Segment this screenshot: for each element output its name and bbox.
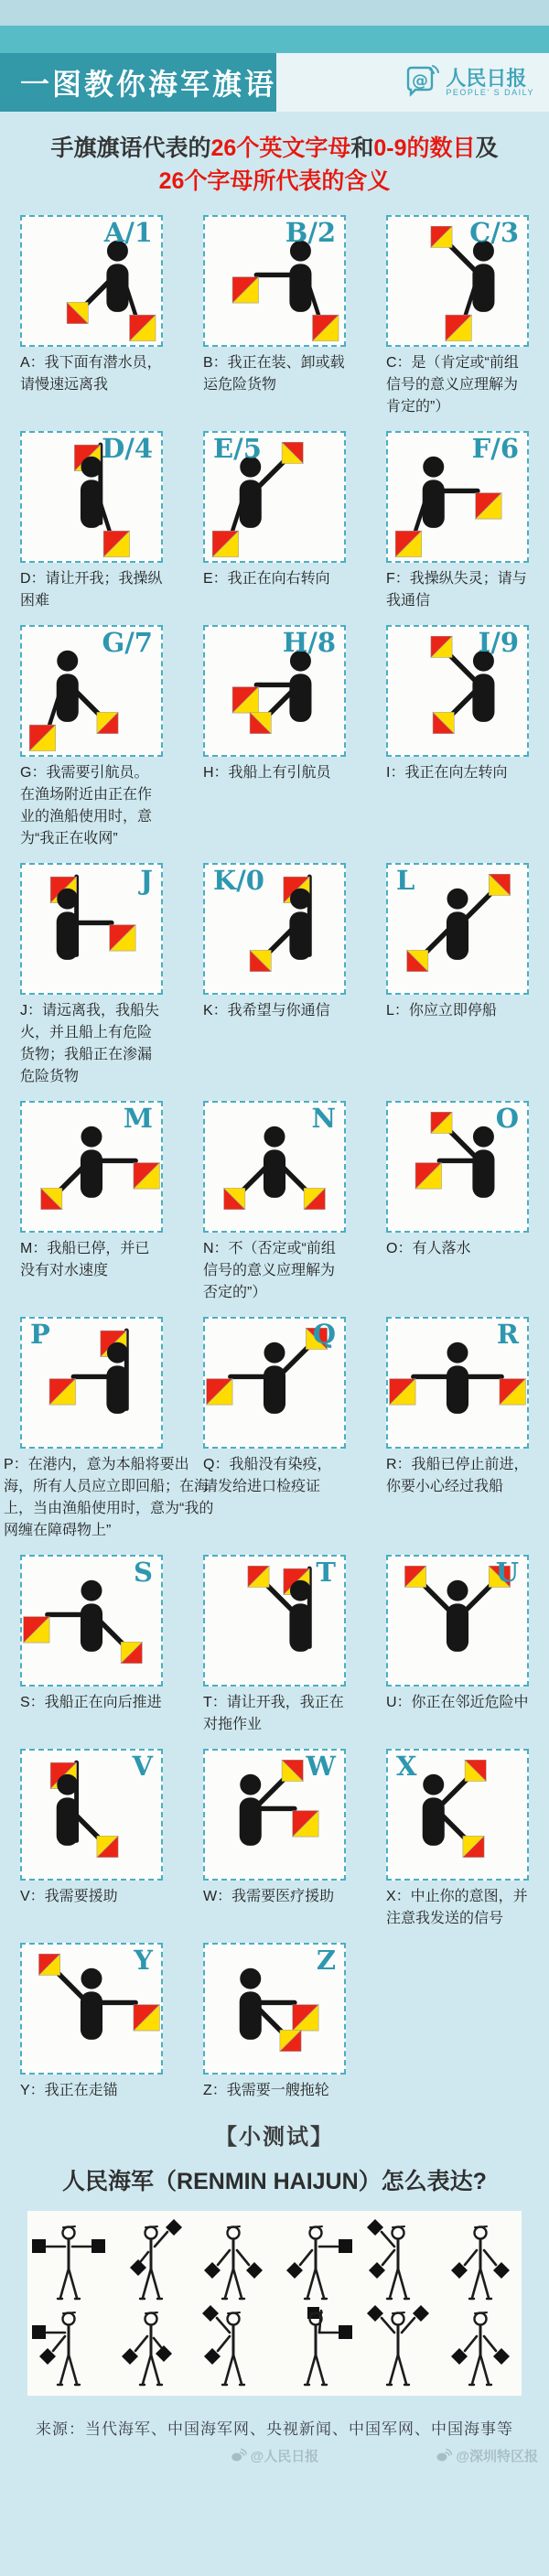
signal-card [20,625,163,850]
signal-card [20,1555,163,1736]
quiz-heading: 【小测试】 [215,2124,334,2150]
signal-card [386,215,529,418]
signal-code: C/3 [469,216,519,248]
signal-code: I/9 [478,626,519,658]
logo-sub-text: PEOPLE' S DAILY [446,87,534,97]
signal-description: K：我希望与你通信 [203,1002,330,1019]
signal-card [203,1101,346,1304]
signal-description: H：我船上有引航员 [203,764,331,781]
subtitle-segment: 26个字母所代表的含义 [158,168,391,195]
semaphore-figure-box [20,1101,163,1233]
subtitle-segment: 26个英文字母 [210,135,351,161]
signal-description: T：请让开我，我正在对拖作业 [203,1694,344,1732]
signal-card [203,1943,346,2102]
semaphore-figure-box [20,1317,163,1449]
signal-description: U：你正在邻近危险中 [386,1694,529,1710]
semaphore-figure-box [20,1749,163,1881]
signal-description: I：我正在向左转向 [386,764,508,781]
semaphore-figure-box [203,863,346,995]
sailor-semaphore-e [113,2218,189,2304]
source-credit: 来源：当代海军、中国海军网、央视新闻、中国军网、中国海事等 [36,2420,513,2439]
sailor-semaphore-r [30,2218,107,2304]
signal-card [20,1101,163,1304]
semaphore-figure-box [386,625,529,757]
signal-code: X [396,1750,417,1782]
semaphore-figure-box [386,431,529,563]
signal-code: Y [134,1944,153,1976]
signal-description: C：是（肯定或“前组信号的意义应理解为肯定的”） [386,354,519,415]
semaphore-figure-box [386,1555,529,1687]
signal-description: P：在港内，意为本船将要出海，所有人员应立即回船；在海上，当由渔船使用时，意为“我的网缠在障碍物上” [4,1456,214,1538]
subtitle-segment: 和 [350,135,374,161]
sailor-semaphore-n [442,2218,519,2304]
signal-description: D：请让开我；我操纵困难 [20,570,163,609]
signal-card [4,1317,214,1542]
semaphore-figure-box [203,1943,346,2075]
signal-code: R [496,1318,519,1350]
signal-card [203,431,346,612]
sailor-semaphore-i [195,2304,272,2390]
subtitle-segment: 0-9的数目 [373,135,476,161]
semaphore-figure-box [386,215,529,347]
semaphore-figure-box [20,863,163,995]
sailor-semaphore-m [277,2218,354,2304]
signal-card [20,1943,163,2102]
signal-code: S [134,1556,153,1588]
sailor-semaphore-j [277,2304,354,2390]
signal-card [20,431,163,612]
signal-code: G/7 [102,626,153,658]
signal-description: S：我船正在向后推进 [20,1694,162,1710]
signal-description: A：我下面有潜水员，请慢速远离我 [20,354,162,393]
signal-description: O：有人落水 [386,1240,471,1256]
watermark-text: @人民日报 [250,2448,319,2464]
signal-code: N [311,1102,336,1134]
semaphore-figure-box [20,431,163,563]
signal-description: V：我需要援助 [20,1888,118,1904]
signal-code: M [123,1102,153,1134]
subtitle-segment: 手旗旗语代表的 [50,135,211,161]
signal-card [386,1317,529,1542]
semaphore-figure-box [20,1943,163,2075]
sailor-semaphore-n [195,2218,272,2304]
header [0,53,549,112]
signal-card [203,1749,346,1930]
signal-card [386,1101,529,1304]
watermark-text: @深圳特区报 [456,2448,538,2464]
signal-description: Y：我正在走锚 [20,2082,118,2098]
subtitle-line [7,132,542,165]
at-speech-bubble-icon [403,64,439,101]
semaphore-figure-box [20,215,163,347]
top-strip [0,0,549,26]
signal-code: O [495,1102,519,1134]
signal-description: N：不（否定或“前组信号的意义应理解为否定的”） [203,1240,336,1300]
signal-description: Z：我需要一艘拖轮 [203,2082,329,2098]
signal-code: U [495,1556,519,1588]
watermark [436,2446,538,2465]
signal-code: T [316,1556,336,1588]
signal-card [203,625,346,850]
signal-code: V [132,1750,153,1782]
semaphore-figure-box [203,1749,346,1881]
subtitle [0,112,549,210]
signal-code: D/4 [102,432,153,464]
signal-card [203,1317,346,1542]
signal-description: G：我需要引航员。在渔场附近由正在作业的渔船使用时，意为“我正在收网” [20,764,153,846]
semaphore-figure-box [386,1101,529,1233]
signal-code: W [306,1750,336,1782]
signal-card [386,863,529,1088]
signal-code: A/1 [103,216,153,248]
semaphore-figure-box [203,1317,346,1449]
signal-card [20,863,163,1088]
signal-description: W：我需要医疗援助 [203,1888,335,1904]
signal-code: F/6 [471,432,519,464]
signal-description: J：请远离我，我船失火，并且船上有危险货物；我船正在渗漏危险货物 [20,1002,160,1084]
signal-code: E/5 [213,432,262,464]
sailor-row [27,2218,522,2304]
signal-card [203,863,346,1088]
teal-strip [0,26,549,53]
peoples-daily-logo [403,53,549,112]
sailor-semaphore-u [360,2304,436,2390]
signal-description: F：我操纵失灵；请与我通信 [386,570,527,609]
signal-description: B：我正在装、卸或载运危险货物 [203,354,345,393]
watermark-row [0,2446,549,2466]
semaphore-figure-box [20,1555,163,1687]
signal-description: M：我船已停，并已没有对水速度 [20,1240,150,1278]
signal-description: Q：我船没有染疫，请发给进口检疫证 [203,1456,332,1494]
signal-code: L [396,864,415,896]
weibo-icon [231,2448,247,2463]
signal-description: E：我正在向右转向 [203,570,330,587]
signal-code: H/8 [282,626,336,658]
semaphore-figure-box [386,1317,529,1449]
watermark [231,2446,319,2465]
signal-code: J [140,864,153,896]
semaphore-figure-box [203,1555,346,1687]
page-title: 一图教你海军旗语 [20,68,277,101]
signal-card [20,215,163,418]
signal-card-grid [0,215,549,2102]
subtitle-line [7,165,542,198]
subtitle-segment: 及 [475,135,499,161]
signal-card [386,625,529,850]
footer [0,2416,549,2477]
title-banner [0,53,276,112]
quiz-question: 人民海军（RENMIN HAIJUN）怎么表达? [62,2168,487,2194]
signal-code: P [30,1318,50,1350]
signal-code: Z [316,1944,336,1976]
signal-description: R：我船已停止前进，你要小心经过我船 [386,1456,529,1494]
sailor-semaphore-i [360,2218,436,2304]
signal-card [203,1555,346,1736]
semaphore-figure-box [203,215,346,347]
signal-code: Q [312,1318,336,1350]
semaphore-figure-box [386,863,529,995]
semaphore-figure-box [386,1749,529,1881]
weibo-icon [436,2448,452,2463]
signal-card [20,1749,163,1930]
semaphore-figure-box [203,1101,346,1233]
sailor-semaphore-h [30,2304,107,2390]
signal-description: X：中止你的意图，并注意我发送的信号 [386,1888,528,1926]
signal-code: B/2 [285,216,336,248]
svg-text:@: @ [412,71,429,91]
signal-description: L：你应立即停船 [386,1002,497,1019]
signal-card [386,431,529,612]
signal-card [203,215,346,418]
sailor-row [27,2304,522,2390]
signal-code: K/0 [213,864,264,896]
signal-card [386,1749,529,1930]
logo-main-text: 人民日报 [446,66,527,90]
sailor-semaphore-n [442,2304,519,2390]
semaphore-figure-box [203,431,346,563]
semaphore-figure-box [203,625,346,757]
signal-card [386,1555,529,1736]
quiz-answer-panel [27,2211,522,2396]
sailor-semaphore-a [113,2304,189,2390]
semaphore-figure-box [20,625,163,757]
